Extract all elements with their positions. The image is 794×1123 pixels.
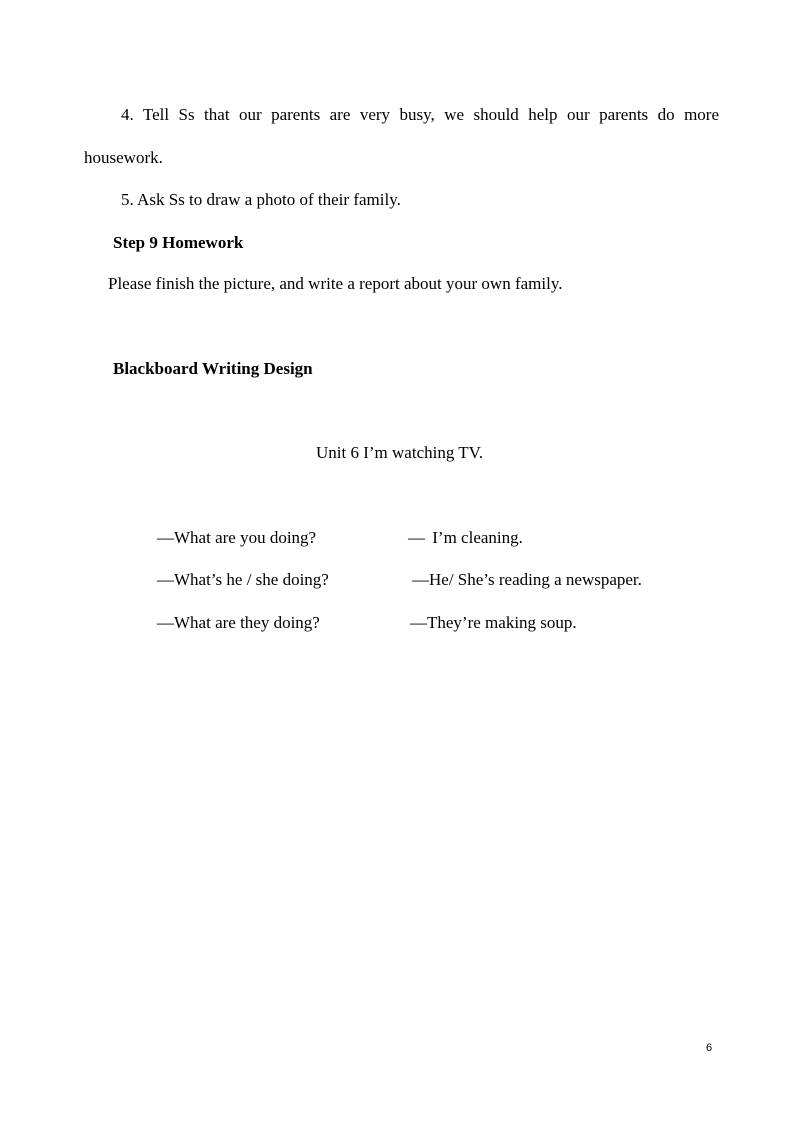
dash-mark: — [412,570,429,589]
blackboard-answer-3 [410,613,577,633]
blackboard-answer-1 [408,528,523,548]
dash-mark: — [410,613,427,632]
blackboard-heading: Blackboard Writing Design [113,359,313,378]
homework-text: Please finish the picture, and write a report about your own family. [108,274,563,293]
blackboard-answer-2 [412,570,642,590]
question-text: What are they doing? [174,613,320,632]
answer-text: I’m cleaning. [428,528,523,547]
blackboard-question-2 [157,570,329,590]
question-text: What’s he / she doing? [174,570,329,589]
answer-text: They’re making soup. [427,613,577,632]
dash-mark: — [408,528,425,547]
homework-heading: Step 9 Homework [113,233,244,252]
blackboard-question-3 [157,613,320,633]
step-item-4-line-1: 4. Tell Ss that our parents are very busy, we should help our parents do more [121,105,719,124]
dash-mark: — [157,528,174,547]
answer-text: He/ She’s reading a newspaper. [429,570,642,589]
dash-mark: — [157,570,174,589]
dash-mark: — [157,613,174,632]
blackboard-unit-title: Unit 6 I’m watching TV. [316,443,483,462]
question-text: What are you doing? [174,528,317,547]
step-item-5: 5. Ask Ss to draw a photo of their family. [121,190,401,209]
step-item-4-line-2: housework. [84,148,163,167]
page-number: 6 [706,1042,713,1054]
blackboard-question-1 [157,528,316,548]
